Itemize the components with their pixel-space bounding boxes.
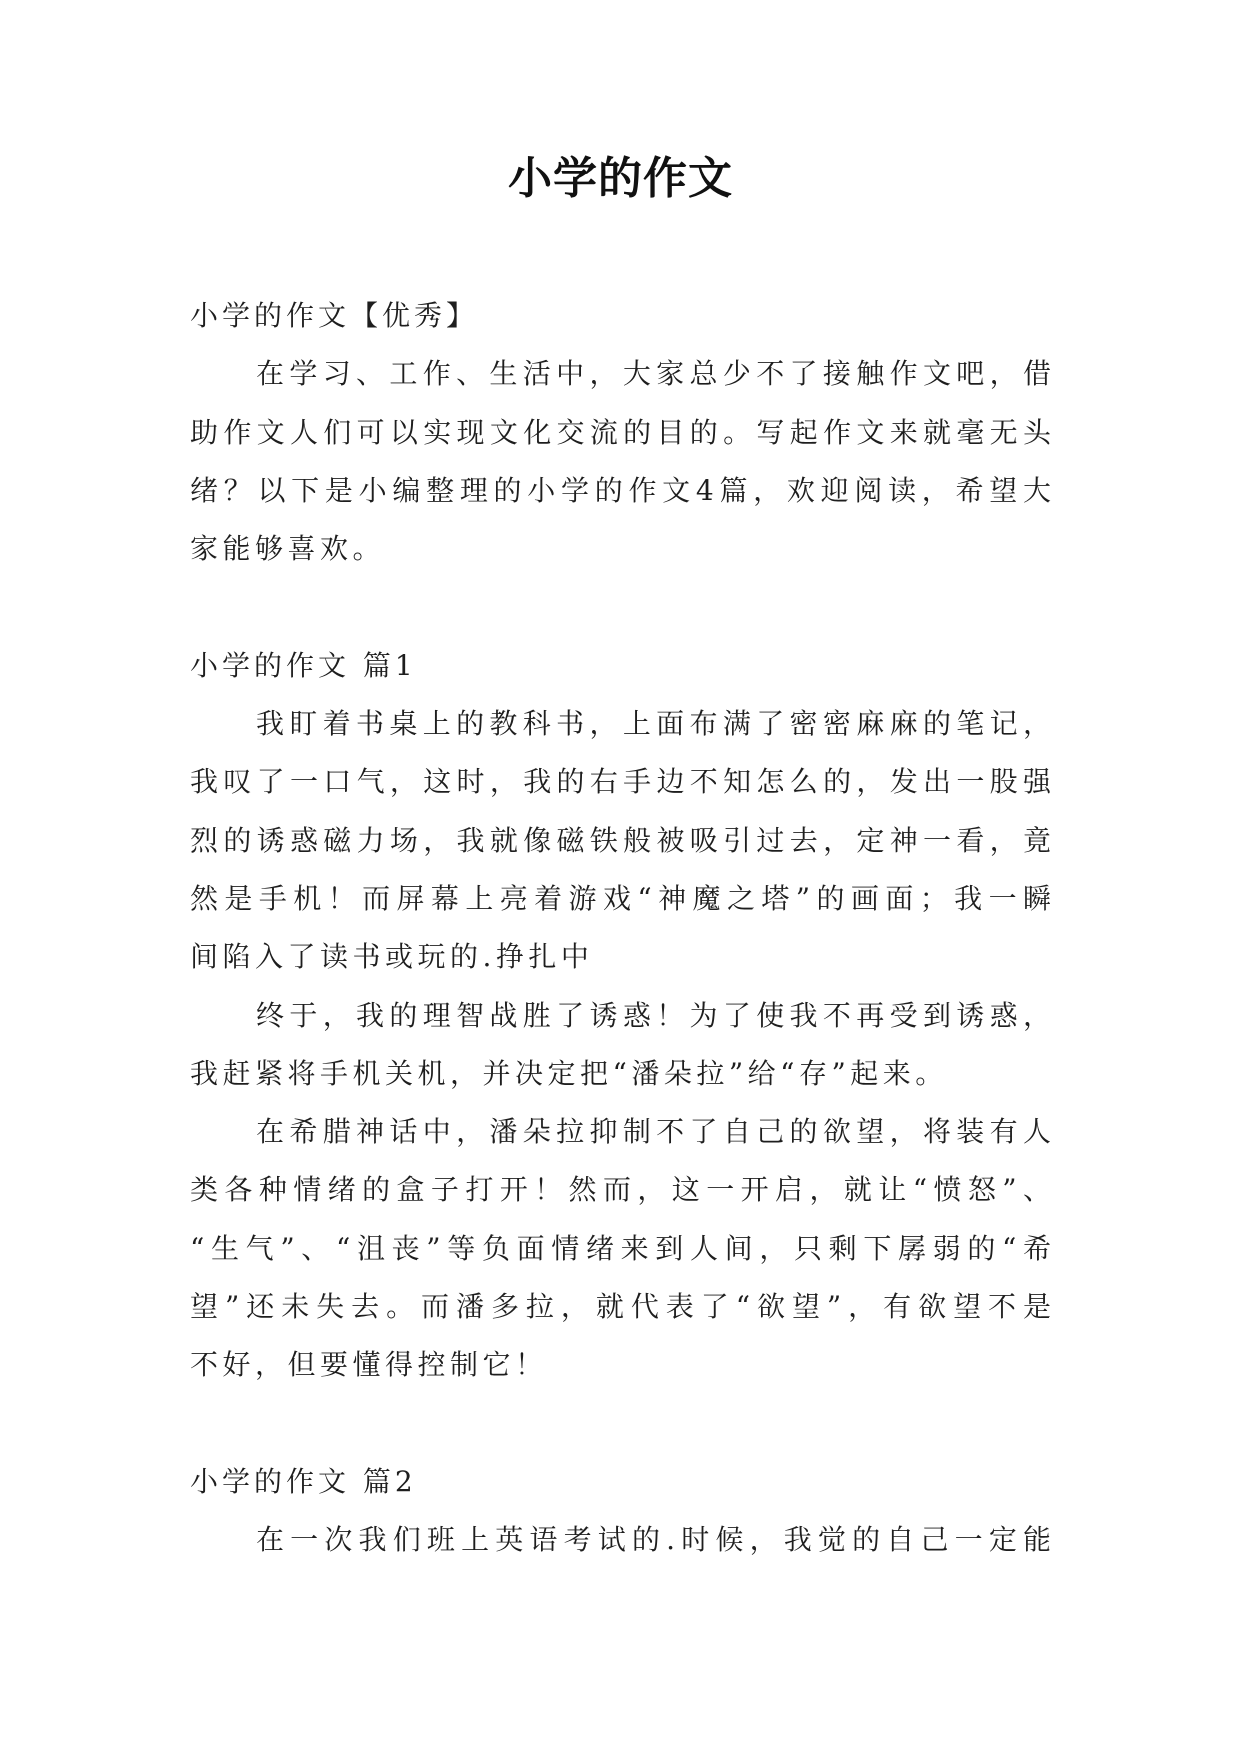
paragraph: [190, 1511, 1058, 1569]
section-heading: 小学的作文 篇2: [190, 1464, 417, 1498]
text-line: 助作文人们可以实现文化交流的目的。写起作文来就毫无头: [190, 415, 1057, 449]
text-line: 类各种情绪的盒子打开！然而，这一开启，就让“愤怒”、: [190, 1173, 1058, 1207]
paragraph: [190, 1103, 1058, 1394]
text-line: “生气”、“沮丧”等负面情绪来到人间，只剩下孱弱的“希: [190, 1231, 1058, 1265]
text-line: 我赶紧将手机关机，并决定把“潘朵拉”给“存”起来。: [190, 1056, 948, 1090]
paragraph: [190, 695, 1058, 986]
text-line: 烈的诱惑磁力场，我就像磁铁般被吸引过去，定神一看，竟: [190, 823, 1057, 857]
section-heading: 小学的作文 篇1: [190, 648, 417, 682]
text-line: 在一次我们班上英语考试的.时候，我觉的自己一定能: [256, 1523, 1058, 1557]
paragraph: [190, 345, 1057, 578]
text-line: 我叹了一口气，这时，我的右手边不知怎么的，发出一股强: [190, 765, 1057, 799]
blank-line: [190, 1395, 1051, 1453]
document-body: [190, 287, 1058, 1570]
blank-line: [190, 578, 1051, 636]
text-line: 在学习、工作、生活中，大家总少不了接触作文吧，借: [256, 357, 1057, 391]
text-line: 家能够喜欢。: [190, 532, 386, 566]
text-line: 不好，但要懂得控制它！: [190, 1348, 548, 1382]
section-heading: 小学的作文【优秀】: [190, 299, 479, 332]
text-line: 间陷入了读书或玩的.挣扎中: [190, 940, 594, 974]
text-line: 在希腊神话中，潘朵拉抑制不了自己的欲望，将装有人: [256, 1115, 1057, 1149]
text-line: 然是手机！而屏幕上亮着游戏“神魔之塔”的画面；我一瞬: [190, 881, 1058, 915]
text-line: 望”还未失去。而潘多拉，就代表了“欲望”，有欲望不是: [190, 1290, 1058, 1324]
text-line: 我盯着书桌上的教科书，上面布满了密密麻麻的笔记，: [256, 707, 1057, 741]
document-title: 小学的作文: [508, 153, 733, 204]
text-line: 终于，我的理智战胜了诱惑！为了使我不再受到诱惑，: [256, 998, 1057, 1032]
text-line: 绪？以下是小编整理的小学的作文4篇，欢迎阅读，希望大: [190, 473, 1057, 507]
paragraph: [190, 987, 1057, 1104]
